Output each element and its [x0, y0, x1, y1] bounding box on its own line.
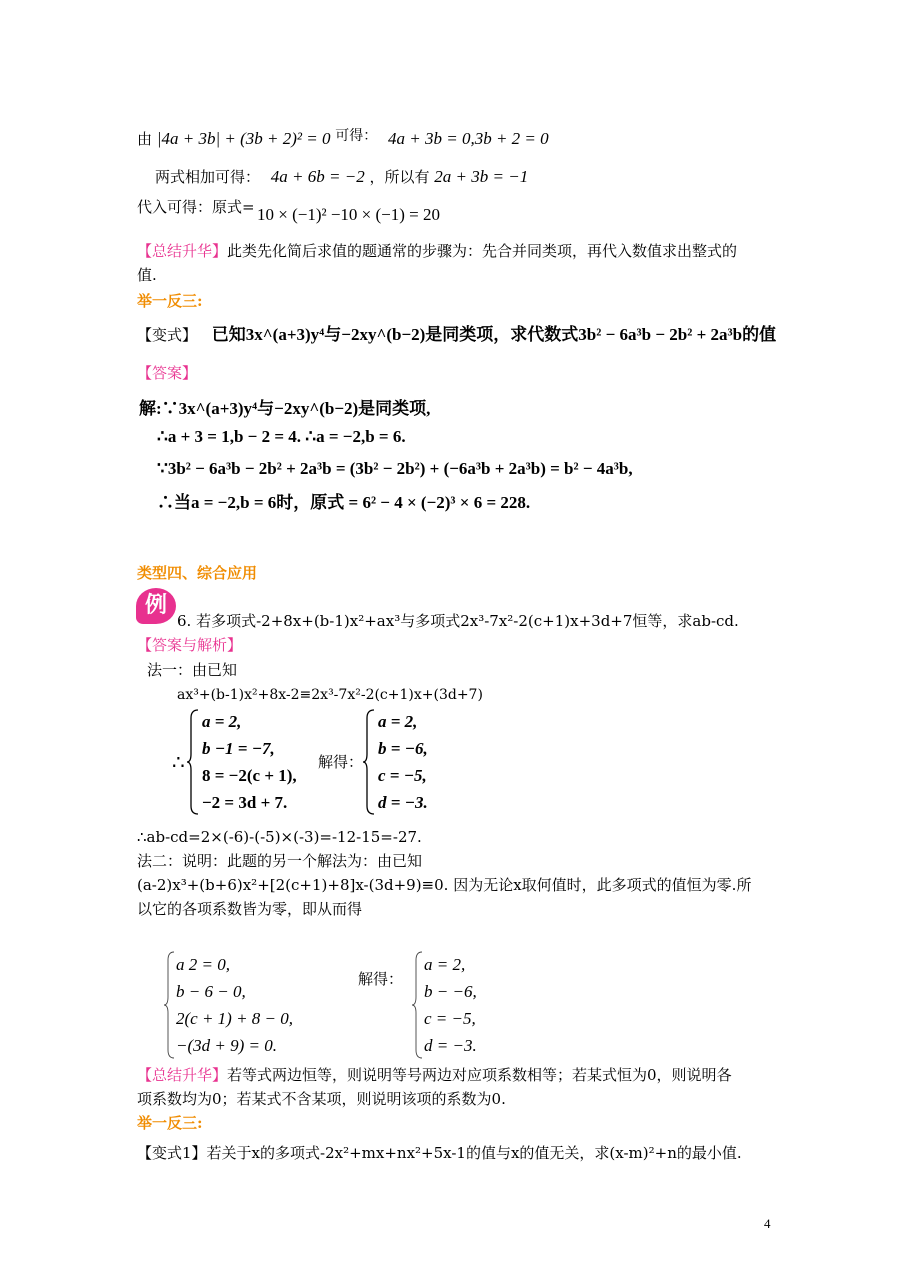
sys3-eq-4: −(3d + 9) = 0. [176, 1036, 277, 1055]
line3-eq: 10 × (−1)² −10 × (−1) = 20 [257, 205, 441, 224]
sys2-eq-2: b = −6, [378, 739, 428, 758]
system-1 [202, 708, 297, 816]
sys4-eq-1: a = 2, [424, 955, 466, 974]
brace-left-3 [162, 950, 176, 1060]
brace-left-4 [410, 950, 424, 1060]
sys4-eq-3: c = −5, [424, 1009, 476, 1028]
sys1-eq-3: 8 = −2(c + 1), [202, 766, 297, 785]
sys2-eq-1: a = 2, [378, 712, 418, 731]
summary-1-text1: 此类先化简后求值的题通常的步骤为：先合并同类项，再代入数值求出整式的 [227, 242, 738, 260]
derivation-line-2 [155, 166, 528, 188]
solution-line-1: 解:∵3x^(a+3)y⁴与−2xy^(b−2)是同类项, [139, 399, 431, 418]
system-4 [424, 951, 477, 1059]
method-2-line-1: (a-2)x³+(b+6)x²+[2(c+1)+8]x-(3d+9)≡0. 因为无论x取何值时，此多项式的值恒为零.所 [137, 876, 752, 894]
derivation-line-3-eq [257, 204, 440, 226]
sys4-eq-4: d = −3. [424, 1036, 477, 1055]
sys1-eq-4: −2 = 3d + 7. [202, 793, 288, 812]
line1-eq2: 4a + 3b = 0,3b + 2 = 0 [388, 129, 549, 148]
method-1-result: ∴ab-cd=2×(-6)-(-5)×(-3)=-12-15=-27. [137, 828, 422, 846]
method-1-identity: ax³+(b-1)x²+8x-2≡2x³-7x²-2(c+1)x+(3d+7) [177, 687, 483, 703]
system-3 [176, 951, 293, 1059]
sys3-eq-1: a 2 = 0, [176, 955, 230, 974]
line3-prefix: 代入可得：原式= [137, 198, 255, 216]
derivation-line-3 [137, 196, 255, 218]
variant-1-text: 若关于x的多项式-2x²+mx+nx²+5x-1的值与x的值无关，求(x-m)²+n的最小值. [206, 1144, 742, 1162]
brace-left-2 [362, 708, 376, 816]
line2-eq2: 2a + 3b = −1 [434, 167, 529, 186]
line2-prefix: 两式相加可得： [155, 168, 261, 186]
method-2-title: 法二：说明：此题的另一个解法为：由已知 [137, 852, 423, 870]
sys1-eq-1: a = 2, [202, 712, 242, 731]
line1-mid: 可得： [335, 128, 378, 144]
example-badge: 例 [136, 588, 176, 624]
derivation-line-1 [137, 128, 549, 151]
solution-line-4: ∴当a = −2,b = 6时，原式 = 6² − 4 × (−2)³ × 6 = 228. [157, 493, 531, 512]
therefore-symbol: ∴ [172, 750, 185, 774]
system-2 [378, 708, 428, 816]
juyi-heading-2: 举一反三: [137, 1114, 203, 1132]
page-number: 4 [764, 1216, 771, 1231]
summary-2-line-2: 项系数均为0；若某式不含某项，则说明该项的系数为0. [137, 1090, 506, 1108]
solve-label-2: 解得： [358, 970, 404, 988]
sys1-eq-2: b −1 = −7, [202, 739, 275, 758]
summary-1-line-2 [137, 264, 157, 286]
sys4-eq-2: b − −6, [424, 982, 477, 1001]
brace-left-1 [186, 708, 200, 816]
method-1-title: 法一：由已知 [147, 661, 238, 679]
line2-mid: ，所以有 [369, 168, 430, 186]
method-2-line-2: 以它的各项系数皆为零，即从而得 [137, 900, 363, 918]
summary-2-text1: 若等式两边恒等，则说明等号两边对应项系数相等；若某式恒为0，则说明各 [227, 1066, 732, 1084]
section-4-heading: 类型四、综合应用 [137, 564, 258, 582]
sys2-eq-3: c = −5, [378, 766, 427, 785]
analysis-tag: 【答案与解析】 [137, 636, 243, 654]
variant-text: 已知3x^(a+3)y⁴与−2xy^(b−2)是同类项，求代数式3b² − 6a³b − 2b² + 2a³b的值 [211, 325, 777, 344]
summary-1-line-1 [137, 240, 737, 262]
summary-1-text2: 值. [137, 266, 157, 284]
variant-problem [137, 324, 776, 346]
sys2-eq-4: d = −3. [378, 793, 428, 812]
summary-2-tag: 【总结升华】 [137, 1066, 228, 1084]
line1-prefix: 由 [137, 130, 153, 148]
juyi-heading-1: 举一反三: [137, 292, 203, 310]
variant-1-problem [137, 1142, 742, 1164]
line2-eq: 4a + 6b = −2 [270, 167, 365, 186]
sys3-eq-2: b − 6 − 0, [176, 982, 246, 1001]
solve-label-1: 解得： [318, 753, 364, 771]
solution-line-2: ∴a + 3 = 1,b − 2 = 4. ∴a = −2,b = 6. [157, 427, 406, 446]
line1-eq1: |4a + 3b| + (3b + 2)² = 0 [156, 129, 331, 148]
example-6-text: 6. 若多项式-2+8x+(b-1)x²+ax³与多项式2x³-7x²-2(c+1)x+3d+7恒等，求ab-cd. [177, 612, 739, 630]
solution-line-3: ∵3b² − 6a³b − 2b² + 2a³b = (3b² − 2b²) + (−6a³b + 2a³b) = b² − 4a³b, [157, 459, 633, 478]
summary-2-line-1 [137, 1064, 732, 1086]
sys3-eq-3: 2(c + 1) + 8 − 0, [176, 1009, 294, 1028]
summary-1-tag: 【总结升华】 [137, 242, 228, 260]
variant-1-tag: 【变式1】 [137, 1144, 207, 1162]
answer-tag: 【答案】 [137, 364, 198, 382]
variant-tag: 【变式】 [137, 326, 198, 344]
